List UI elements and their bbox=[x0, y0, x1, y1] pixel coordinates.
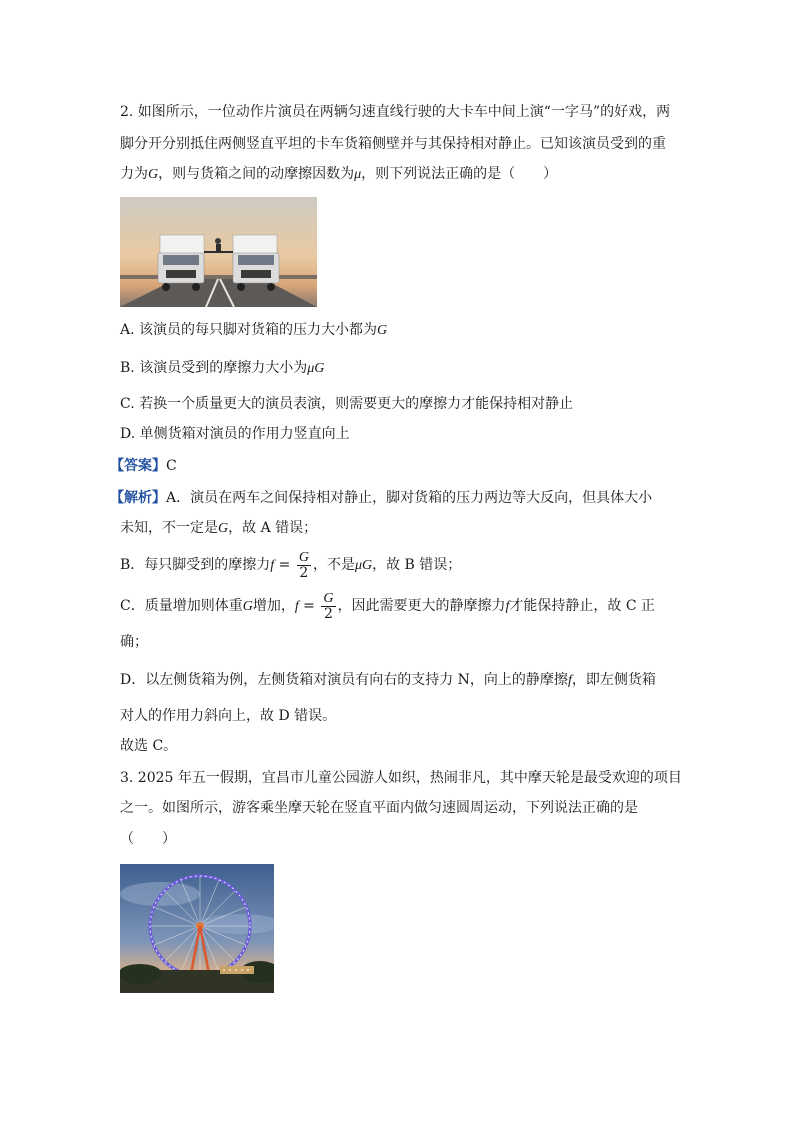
analysis-a-line-1 bbox=[110, 488, 652, 508]
weight-symbol: G bbox=[377, 323, 388, 338]
fraction-g-over-2 bbox=[321, 592, 335, 621]
analysis-text: ，故 B 错误； bbox=[372, 557, 462, 573]
weight-symbol: G bbox=[148, 167, 159, 182]
q3-stem-line-1: 3. 2025 年五一假期，宜昌市儿童公园游人如织，热闹非凡，其中摩天轮是最受欢迎的项目 bbox=[120, 770, 682, 786]
analysis-d-line-1 bbox=[120, 670, 656, 691]
fraction-denominator: 2 bbox=[299, 564, 309, 581]
fraction-numerator: G bbox=[298, 549, 309, 565]
analysis-d-line-2: 对人的作用力斜向上，故 D 错误。 bbox=[120, 708, 337, 724]
friction-symbol: f bbox=[294, 599, 299, 614]
ferris-wheel-photo bbox=[120, 864, 274, 993]
q2-stem-line-1: 2. 如图所示，一位动作片演员在两辆匀速直线行驶的大卡车中间上演“一字马”的好戏，两 bbox=[120, 104, 671, 120]
fraction-denominator: 2 bbox=[323, 605, 333, 622]
analysis-text: C．质量增加则体重 bbox=[120, 598, 243, 614]
analysis-text: ，故 A 错误； bbox=[228, 520, 318, 536]
weight-symbol: G bbox=[218, 521, 229, 536]
analysis-a-line-2 bbox=[120, 518, 317, 539]
answer-line bbox=[110, 456, 177, 476]
analysis-text: ，不是 bbox=[312, 557, 355, 573]
option-b bbox=[120, 358, 324, 379]
analysis-text: 增加， bbox=[252, 598, 295, 614]
option-a-text: A. 该演员的每只脚对货箱的压力大小都为 bbox=[120, 322, 378, 338]
analysis-text: ，因此需要更大的静摩擦力 bbox=[337, 598, 506, 614]
mu-symbol: μ bbox=[354, 167, 362, 182]
analysis-a-text: A．演员在两车之间保持相对静止，脚对货箱的压力两边等大反向，但具体大小 bbox=[166, 490, 653, 506]
analysis-text: 未知，不一定是 bbox=[120, 520, 218, 536]
mu-g-symbol: μG bbox=[354, 558, 373, 573]
analysis-tag: 【解析】 bbox=[110, 490, 166, 506]
analysis-text: ，即左侧货箱 bbox=[571, 672, 656, 688]
analysis-text: D．以左侧货箱为例，左侧货箱对演员有向右的支持力 N，向上的静摩擦 bbox=[120, 672, 568, 688]
q2-stem-line-3 bbox=[120, 164, 557, 185]
q3-stem-line-3: （ ） bbox=[120, 831, 176, 847]
friction-symbol: f bbox=[505, 599, 510, 614]
friction-symbol: f bbox=[270, 558, 275, 573]
q2-stem-line-2: 脚分开分别抵住两侧竖直平坦的卡车货箱侧壁并与其保持相对静止。已知该演员受到的重 bbox=[120, 136, 666, 152]
equals-sign: = bbox=[298, 598, 320, 614]
weight-symbol: G bbox=[242, 599, 253, 614]
answer-value: C bbox=[166, 458, 177, 474]
answer-tag: 【答案】 bbox=[110, 458, 166, 474]
q2-text: ，则下列说法正确的是（ ） bbox=[361, 166, 558, 182]
analysis-c-line-1 bbox=[120, 586, 655, 627]
fraction-numerator: G bbox=[323, 590, 334, 606]
equals-sign: = bbox=[274, 557, 295, 573]
analysis-text: B．每只脚受到的摩擦力 bbox=[120, 557, 271, 573]
option-a bbox=[120, 320, 387, 341]
analysis-b-line bbox=[120, 545, 461, 586]
q2-text: 力为 bbox=[120, 166, 148, 182]
q2-text: ，则与货箱之间的动摩擦因数为 bbox=[158, 166, 355, 182]
trucks-stunt-photo bbox=[120, 197, 317, 307]
analysis-c-line-2: 确； bbox=[120, 634, 148, 650]
option-c: C. 若换一个质量更大的演员表演，则需要更大的摩擦力才能保持相对静止 bbox=[120, 396, 574, 412]
option-b-text: B. 该演员受到的摩擦力大小为 bbox=[120, 360, 308, 376]
mu-g-symbol: μG bbox=[307, 361, 325, 376]
friction-symbol: f bbox=[567, 673, 572, 688]
option-d: D. 单侧货箱对演员的作用力竖直向上 bbox=[120, 426, 350, 442]
conclusion-line: 故选 C。 bbox=[120, 738, 178, 754]
analysis-text: 才能保持静止，故 C 正 bbox=[509, 598, 656, 614]
q3-stem-line-2: 之一。如图所示，游客乘坐摩天轮在竖直平面内做匀速圆周运动，下列说法正确的是 bbox=[120, 800, 638, 816]
fraction-g-over-2 bbox=[297, 551, 311, 580]
